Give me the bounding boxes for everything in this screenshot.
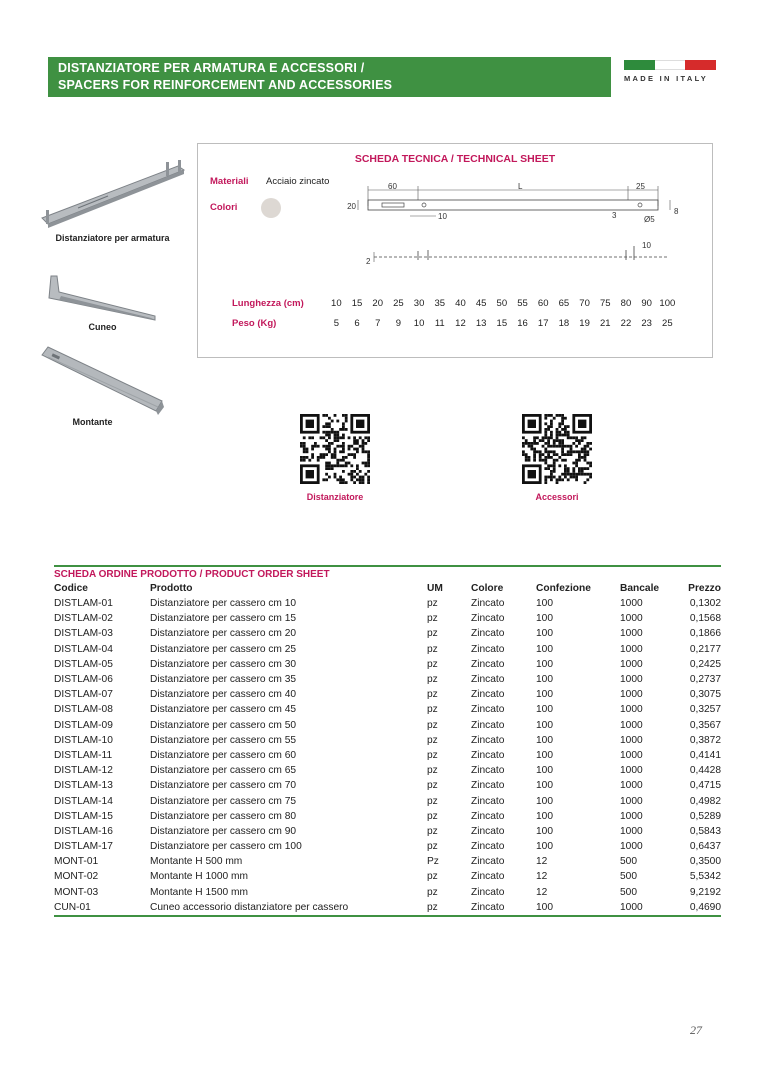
length-value: 50 <box>496 298 508 309</box>
order-table-header <box>54 581 721 596</box>
length-value: 35 <box>434 298 446 309</box>
table-cell: DISTLAM-01 <box>54 598 113 610</box>
table-cell: 1000 <box>620 658 643 670</box>
table-row <box>54 885 721 900</box>
table-cell: pz <box>427 765 438 777</box>
table-cell: Zincato <box>471 643 505 655</box>
table-cell: 100 <box>536 658 553 670</box>
table-cell: Zincato <box>471 628 505 640</box>
table-cell: DISTLAM-07 <box>54 689 113 701</box>
table-cell: DISTLAM-11 <box>54 749 113 761</box>
table-cell: Zincato <box>471 658 505 670</box>
table-cell: 0,3500 <box>689 856 721 868</box>
table-cell: Zincato <box>471 719 505 731</box>
table-cell: 1000 <box>620 841 643 853</box>
table-cell: 100 <box>536 841 553 853</box>
table-row <box>54 763 721 778</box>
table-cell: 0,4141 <box>689 749 721 761</box>
length-value: 20 <box>372 298 383 309</box>
length-value: 60 <box>537 298 549 309</box>
table-cell: MONT-02 <box>54 871 99 883</box>
table-row <box>54 824 721 839</box>
table-cell: 100 <box>536 810 553 822</box>
colors-label: Colori <box>210 202 238 213</box>
table-cell: Zincato <box>471 841 505 853</box>
table-cell: Distanziatore per cassero cm 70 <box>150 780 297 792</box>
table-cell: 0,5289 <box>689 810 721 822</box>
table-cell: 0,4428 <box>689 765 721 777</box>
table-cell: pz <box>427 689 438 701</box>
length-value: 15 <box>351 298 363 309</box>
table-cell: Zincato <box>471 613 505 625</box>
table-row <box>54 596 721 611</box>
table-cell: 0,3075 <box>689 689 721 701</box>
table-cell: DISTLAM-02 <box>54 613 113 625</box>
table-cell: 100 <box>536 795 553 807</box>
table-cell: DISTLAM-14 <box>54 795 113 807</box>
table-cell: 0,1302 <box>689 598 721 610</box>
product-label-wedge: Cuneo <box>88 322 117 332</box>
dim-L: L <box>518 182 523 191</box>
table-cell: DISTLAM-16 <box>54 825 113 837</box>
table-cell: Distanziatore per cassero cm 100 <box>150 841 302 853</box>
weight-value: 23 <box>641 318 652 329</box>
dim-3: 3 <box>612 211 617 220</box>
table-cell: 0,3257 <box>689 704 721 716</box>
table-cell: 100 <box>536 719 553 731</box>
table-cell: Zincato <box>471 795 505 807</box>
table-cell: Distanziatore per cassero cm 60 <box>150 749 297 761</box>
qr-code-accessories-icon[interactable] <box>522 414 592 484</box>
weight-value: 11 <box>434 318 445 329</box>
table-row <box>54 611 721 626</box>
materials-value: Acciaio zincato <box>266 176 330 187</box>
table-cell: 500 <box>620 871 637 883</box>
column-header: UM <box>427 583 443 594</box>
table-cell: Zincato <box>471 598 505 610</box>
weight-value: 19 <box>579 318 590 329</box>
length-value: 10 <box>331 298 342 309</box>
weight-value: 18 <box>558 318 570 329</box>
table-cell: Distanziatore per cassero cm 80 <box>150 810 297 822</box>
table-cell: DISTLAM-03 <box>54 628 113 640</box>
table-cell: Distanziatore per cassero cm 45 <box>150 704 297 716</box>
italian-flag-icon <box>624 60 716 70</box>
weight-label: Peso (Kg) <box>232 318 277 329</box>
table-cell: 1000 <box>620 795 643 807</box>
table-cell: 0,3567 <box>689 719 721 731</box>
table-row <box>54 733 721 748</box>
table-row <box>54 702 721 717</box>
table-row <box>54 854 721 869</box>
table-cell: 1000 <box>620 900 682 916</box>
weight-value: 5 <box>333 318 339 329</box>
upright-product-image <box>38 345 168 417</box>
table-cell: Montante H 1000 mm <box>150 871 248 883</box>
table-row <box>54 869 721 884</box>
dim-10-side: 10 <box>642 241 651 250</box>
table-cell: Zincato <box>471 856 505 868</box>
table-cell: Zincato <box>471 886 505 898</box>
table-cell: 100 <box>536 689 553 701</box>
table-cell: 100 <box>536 704 553 716</box>
table-cell: 5,5342 <box>689 871 721 883</box>
color-swatch <box>261 198 281 218</box>
dim-8: 8 <box>674 207 679 216</box>
table-cell: Distanziatore per cassero cm 50 <box>150 719 297 731</box>
dim-d5: Ø5 <box>644 215 655 224</box>
length-value: 70 <box>579 298 590 309</box>
product-label-upright: Montante <box>72 417 113 427</box>
qr-label-spacer: Distanziatore <box>306 492 364 502</box>
table-row <box>54 793 721 808</box>
table-cell: 12 <box>536 871 548 883</box>
length-value: 100 <box>659 298 676 309</box>
table-row <box>54 718 721 733</box>
column-header: Prezzo <box>688 583 721 594</box>
table-cell: 1000 <box>620 825 643 837</box>
length-value: 55 <box>517 298 528 309</box>
table-cell: 0,2737 <box>689 674 721 686</box>
table-cell: DISTLAM-06 <box>54 674 113 686</box>
table-cell: DISTLAM-05 <box>54 658 113 670</box>
table-cell: 100 <box>536 598 553 610</box>
table-cell: pz <box>427 795 438 807</box>
table-cell: 1000 <box>620 643 643 655</box>
table-cell: Distanziatore per cassero cm 10 <box>150 598 297 610</box>
made-in-italy-label: MADE IN ITALY <box>624 74 709 83</box>
table-cell: Zincato <box>471 900 536 916</box>
weight-value: 25 <box>662 318 673 329</box>
table-cell: pz <box>427 780 438 792</box>
qr-code-spacer-icon[interactable] <box>300 414 370 484</box>
table-cell: 0,6437 <box>689 841 721 853</box>
table-cell: pz <box>427 825 438 837</box>
table-cell: pz <box>427 658 438 670</box>
table-cell: Distanziatore per cassero cm 15 <box>150 613 297 625</box>
table-cell: pz <box>427 871 438 883</box>
dim-2: 2 <box>366 257 371 266</box>
table-cell: Zincato <box>471 825 505 837</box>
weight-value: 15 <box>496 318 508 329</box>
technical-sheet-title: SCHEDA TECNICA / TECHNICAL SHEET <box>354 153 556 165</box>
spacer-product-image <box>38 160 188 230</box>
length-value: 45 <box>475 298 487 309</box>
table-cell: 9,2192 <box>689 886 721 898</box>
table-cell: 1000 <box>620 734 643 746</box>
table-cell: 0,3872 <box>689 734 721 746</box>
product-label-spacer: Distanziatore per armatura <box>55 233 170 243</box>
table-cell: Zincato <box>471 689 505 701</box>
length-value: 80 <box>620 298 632 309</box>
table-cell: pz <box>427 900 471 916</box>
table-cell: DISTLAM-15 <box>54 810 113 822</box>
length-value: 30 <box>413 298 425 309</box>
table-row <box>54 657 721 672</box>
table-cell: pz <box>427 886 438 898</box>
table-cell: MONT-01 <box>54 856 99 868</box>
table-cell: 1000 <box>620 613 643 625</box>
table-cell: 0,5843 <box>689 825 721 837</box>
weight-value: 6 <box>354 318 360 329</box>
table-row <box>54 672 721 687</box>
table-cell: 100 <box>536 674 553 686</box>
table-cell: Zincato <box>471 749 505 761</box>
table-row <box>54 900 721 916</box>
column-header: Bancale <box>620 583 660 594</box>
table-cell: pz <box>427 613 438 625</box>
weight-value: 12 <box>455 318 466 329</box>
weight-row <box>232 318 678 329</box>
table-cell: 100 <box>536 765 553 777</box>
table-cell: pz <box>427 598 438 610</box>
length-value: 65 <box>558 298 570 309</box>
table-cell: DISTLAM-13 <box>54 780 113 792</box>
table-cell: DISTLAM-12 <box>54 765 113 777</box>
table-cell: Distanziatore per cassero cm 20 <box>150 628 297 640</box>
table-cell: Pz <box>427 856 439 868</box>
table-cell: 100 <box>536 643 553 655</box>
wedge-product-image <box>45 274 160 322</box>
table-cell: DISTLAM-17 <box>54 841 113 853</box>
table-cell: pz <box>427 810 438 822</box>
table-cell: Zincato <box>471 765 505 777</box>
table-cell: 100 <box>536 628 553 640</box>
table-cell: 0,4715 <box>689 780 721 792</box>
table-cell: 100 <box>536 900 620 916</box>
table-cell: 0,1866 <box>689 628 721 640</box>
table-cell: 0,1568 <box>689 613 721 625</box>
table-cell: 500 <box>620 856 637 868</box>
table-cell: Distanziatore per cassero cm 65 <box>150 765 297 777</box>
weight-value: 17 <box>537 318 549 329</box>
table-cell: pz <box>427 674 438 686</box>
table-row <box>54 778 721 793</box>
weight-value: 22 <box>620 318 632 329</box>
table-cell: pz <box>427 704 438 716</box>
weight-value: 9 <box>395 318 402 329</box>
page-number: 27 <box>690 1023 702 1037</box>
table-cell: MONT-03 <box>54 886 99 898</box>
table-cell: 0,4982 <box>689 795 721 807</box>
table-cell: pz <box>427 719 438 731</box>
table-cell: Zincato <box>471 674 505 686</box>
dim-10: 10 <box>438 212 447 221</box>
table-cell: pz <box>427 841 438 853</box>
table-cell: 100 <box>536 825 553 837</box>
weight-value: 10 <box>413 318 425 329</box>
weight-value: 13 <box>475 318 487 329</box>
table-cell: 0,4690 <box>682 900 721 916</box>
weight-value: 21 <box>599 318 611 329</box>
table-cell: DISTLAM-10 <box>54 734 113 746</box>
column-header: Confezione <box>536 583 591 594</box>
column-header: Codice <box>54 583 88 594</box>
table-cell: Distanziatore per cassero cm 40 <box>150 689 297 701</box>
table-cell: 100 <box>536 613 553 625</box>
materials-label: Materiali <box>210 176 249 187</box>
table-cell: 100 <box>536 780 553 792</box>
table-cell: 12 <box>536 886 548 898</box>
table-cell: 0,2425 <box>689 658 721 670</box>
table-cell: 1000 <box>620 689 643 701</box>
table-cell: Distanziatore per cassero cm 90 <box>150 825 297 837</box>
table-cell: Montante H 1500 mm <box>150 886 248 898</box>
table-cell: Zincato <box>471 871 505 883</box>
table-cell: Distanziatore per cassero cm 55 <box>150 734 297 746</box>
table-cell: Distanziatore per cassero cm 30 <box>150 658 297 670</box>
table-cell: Distanziatore per cassero cm 25 <box>150 643 297 655</box>
qr-label-accessories: Accessori <box>535 492 579 502</box>
table-cell: 1000 <box>620 628 643 640</box>
table-cell: Zincato <box>471 810 505 822</box>
table-cell: Distanziatore per cassero cm 35 <box>150 674 297 686</box>
table-row <box>54 642 721 657</box>
column-header: Prodotto <box>150 583 193 594</box>
table-row <box>54 748 721 763</box>
table-cell: Zincato <box>471 780 505 792</box>
length-value: 90 <box>641 298 652 309</box>
table-cell: 12 <box>536 856 548 868</box>
column-header: Colore <box>471 583 504 594</box>
table-cell: 1000 <box>620 765 643 777</box>
table-cell: 1000 <box>620 780 643 792</box>
table-cell: Zincato <box>471 704 505 716</box>
order-sheet-title: SCHEDA ORDINE PRODOTTO / PRODUCT ORDER SHEET <box>54 565 721 580</box>
header-title-line2: SPACERS FOR REINFORCEMENT AND ACCESSORIES <box>58 78 393 92</box>
table-cell: 1000 <box>620 810 643 822</box>
order-table <box>54 581 721 917</box>
table-cell: Montante H 500 mm <box>150 856 243 868</box>
length-value: 40 <box>455 298 466 309</box>
table-cell: 0,2177 <box>689 643 721 655</box>
length-value: 25 <box>393 298 404 309</box>
length-label: Lunghezza (cm) <box>232 298 304 309</box>
length-row <box>232 298 678 309</box>
dim-20: 20 <box>347 202 356 211</box>
table-cell: 500 <box>620 886 637 898</box>
weight-value: 16 <box>517 318 528 329</box>
table-cell: 100 <box>536 749 553 761</box>
table-row <box>54 839 721 854</box>
page-header-bar <box>48 57 611 97</box>
table-row <box>54 687 721 702</box>
table-cell: pz <box>427 734 438 746</box>
length-value: 75 <box>599 298 611 309</box>
technical-drawing <box>347 180 698 270</box>
table-cell: 1000 <box>620 749 643 761</box>
table-cell: pz <box>427 643 438 655</box>
table-cell: DISTLAM-04 <box>54 643 113 655</box>
table-cell: DISTLAM-09 <box>54 719 113 731</box>
dim-25: 25 <box>636 182 645 191</box>
weight-value: 7 <box>375 318 381 329</box>
header-title-line1: DISTANZIATORE PER ARMATURA E ACCESSORI / <box>58 61 365 75</box>
table-cell: 1000 <box>620 674 643 686</box>
table-cell: CUN-01 <box>54 900 150 916</box>
table-row <box>54 626 721 641</box>
table-cell: pz <box>427 628 438 640</box>
dim-60: 60 <box>388 182 397 191</box>
table-cell: 1000 <box>620 719 643 731</box>
table-cell: 1000 <box>620 598 643 610</box>
table-cell: 100 <box>536 734 553 746</box>
table-cell: 1000 <box>620 704 643 716</box>
table-cell: pz <box>427 749 438 761</box>
table-cell: Zincato <box>471 734 505 746</box>
table-cell: Distanziatore per cassero cm 75 <box>150 795 297 807</box>
table-cell: Cuneo accessorio distanziatore per cassero <box>150 900 427 916</box>
technical-sheet-box <box>197 143 713 358</box>
table-cell: DISTLAM-08 <box>54 704 113 716</box>
table-row <box>54 809 721 824</box>
